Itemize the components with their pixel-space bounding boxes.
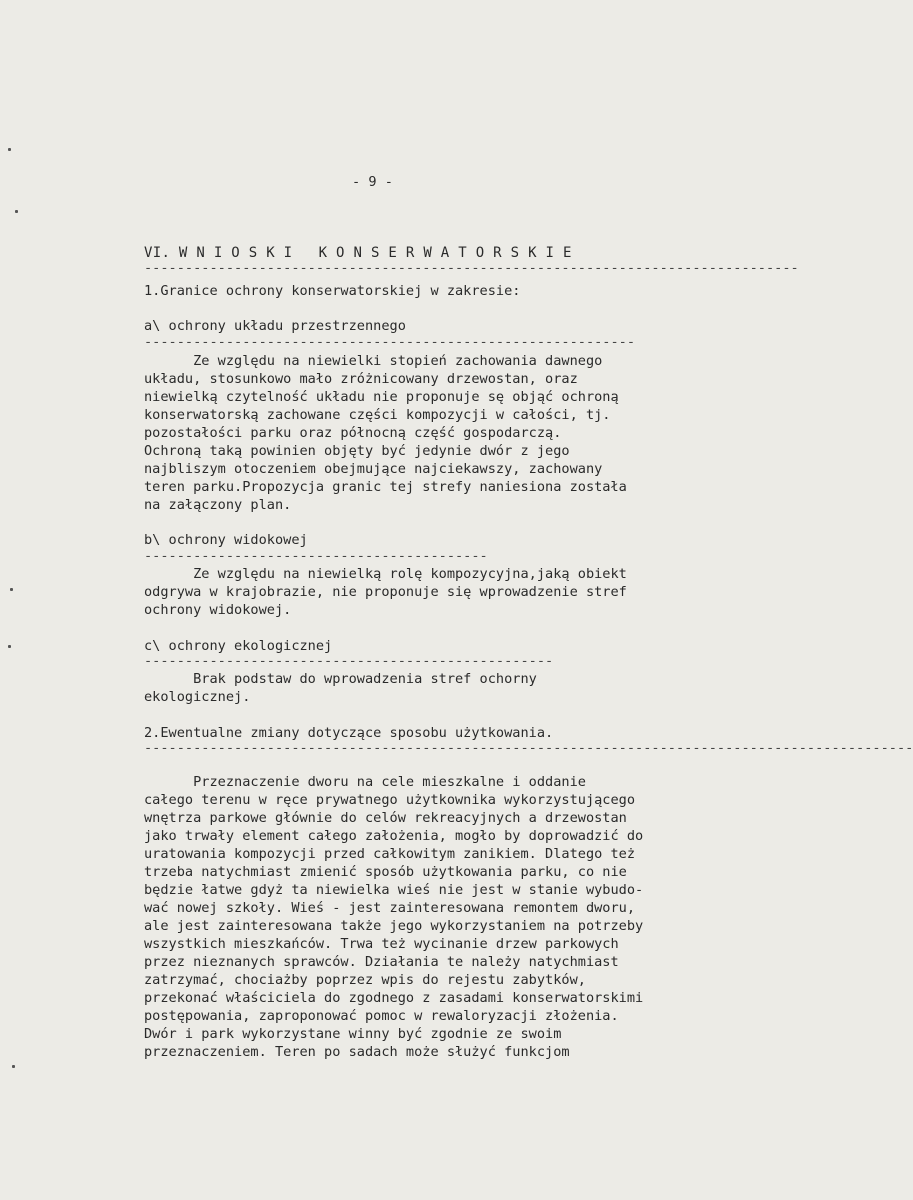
text-line: Dwór i park wykorzystane winny być zgodnie ze swoim (144, 1026, 562, 1042)
text-line: najbliszym otoczeniem obejmujące najciekawszy, zachowany (144, 461, 603, 477)
text-line: trzeba natychmiast zmienić sposób użytkowania parku, co nie (144, 864, 627, 880)
text-line: Ze względu na niewielką rolę kompozycyjna,jaką obiekt (144, 566, 627, 582)
text-line: przeznaczeniem. Teren po sadach może służyć funkcjom (144, 1044, 570, 1060)
text-line: Brak podstaw do wprowadzenia stref ochorny (144, 671, 537, 687)
text-line: pozostałości parku oraz północną część gospodarczą. (144, 425, 562, 441)
subsection-b-title: b\ ochrony widokowej (144, 532, 308, 548)
text-line: teren parku.Propozycja granic tej strefy naniesiona została (144, 479, 627, 495)
text-line: odgrywa w krajobrazie, nie proponuje się wprowadzenie stref (144, 584, 627, 600)
subsection-c-underline: -------------------------------------------------- (144, 653, 554, 669)
text-line: Ochroną taką powinien objęty być jedynie dwór z jego (144, 443, 570, 459)
text-line: wnętrza parkowe głównie do celów rekreacyjnych a drzewostan (144, 810, 627, 826)
text-line: zatrzymać, chociażby poprzez wpis do rejestu zabytków, (144, 972, 586, 988)
text-line: przekonać właściciela do zgodnego z zasadami konserwatorskimi (144, 990, 644, 1006)
text-line: postępowania, zaproponować pomoc w rewaloryzacji złożenia. (144, 1008, 619, 1024)
text-line: układu, stosunkowo mało zróżnicowany drzewostan, oraz (144, 371, 578, 387)
binding-hole-mark (8, 645, 11, 648)
text-line: jako trwały element całego założenia, mogło by doprowadzić do (144, 828, 644, 844)
text-line: ale jest zainteresowana także jego wykorzystaniem na potrzeby (144, 918, 644, 934)
binding-hole-mark (10, 588, 13, 591)
text-line: wszystkich mieszkańców. Trwa też wycinanie drzew parkowych (144, 936, 619, 952)
text-line: Ze względu na niewielki stopień zachowania dawnego (144, 353, 603, 369)
binding-hole-mark (15, 210, 18, 213)
text-line: przez nieznanych sprawców. Działania te należy natychmiast (144, 954, 619, 970)
section2-title: 2.Ewentualne zmiany dotyczące sposobu użytkowania. (144, 725, 554, 741)
subsection-a-title: a\ ochrony układu przestrzennego (144, 318, 406, 334)
heading-underline: -------------------------------------------------------------------------------- (144, 260, 799, 276)
subsection-c-title: c\ ochrony ekologicznej (144, 638, 333, 654)
text-line: całego terenu w ręce prywatnego użytkownika wykorzystującego (144, 792, 636, 808)
binding-hole-mark (8, 148, 11, 151)
chapter-heading: VI. W N I O S K I K O N S E R W A T O R S K I E (144, 245, 572, 261)
text-line: niewielką czytelność układu nie proponuje sę objąć ochroną (144, 389, 619, 405)
text-line: będzie łatwe gdyż ta niewielka wieś nie jest w stanie wybudo- (144, 882, 644, 898)
text-line: ekologicznej. (144, 689, 251, 705)
binding-hole-mark (12, 1065, 15, 1068)
section1-title: 1.Granice ochrony konserwatorskiej w zakresie: (144, 283, 521, 299)
subsection-a-underline: ------------------------------------------------------------ (144, 334, 636, 350)
text-line: Przeznaczenie dworu na cele mieszkalne i oddanie (144, 774, 586, 790)
section2-underline: ---------------------------------------------------------------------------------------------- (144, 740, 913, 756)
page-number: - 9 - (352, 174, 393, 190)
text-line: konserwatorską zachowane części kompozycji w całości, tj. (144, 407, 611, 423)
text-line: wać nowej szkoły. Wieś - jest zainteresowana remontem dworu, (144, 900, 636, 916)
text-line: na załączony plan. (144, 497, 292, 513)
text-line: uratowania kompozycji przed całkowitym zanikiem. Dlatego też (144, 846, 636, 862)
subsection-b-underline: ------------------------------------------ (144, 548, 488, 564)
text-line: ochrony widokowej. (144, 602, 292, 618)
